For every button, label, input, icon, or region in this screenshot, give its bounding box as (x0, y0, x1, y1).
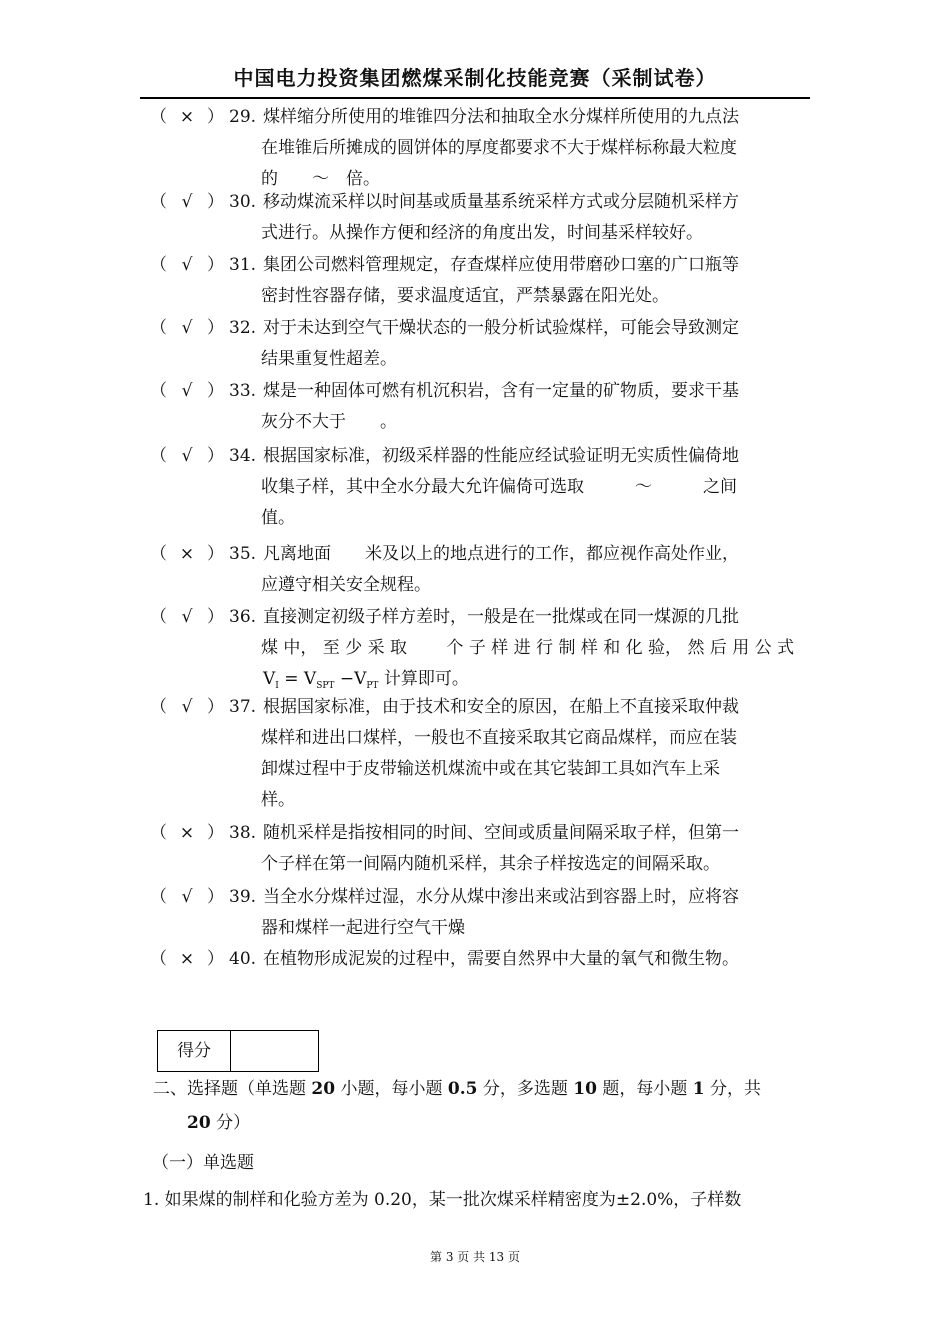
question-text (263, 944, 808, 975)
answer-paren-open: （ (150, 318, 167, 338)
formula-tail: 计算即可。 (383, 669, 469, 689)
answer-mark: × (179, 823, 195, 843)
question-text-line: 移动煤流采样以时间基或质量基系统采样方式或分层随机采样方 (263, 192, 739, 212)
answer-paren-open: （ (150, 697, 167, 717)
question-text (263, 602, 808, 702)
question-number: 33. (229, 381, 257, 401)
choice-question-1: 1. 如果煤的制样和化验方差为 0.20，某一批次煤采样精密度为±2.0%，子样数 (143, 1190, 742, 1210)
tf-question (0, 250, 950, 312)
question-text-line: 凡离地面 米及以上的地点进行的工作，都应视作高处作业， (263, 544, 739, 564)
question-text (263, 313, 808, 375)
formula-equals: = (284, 669, 299, 689)
section-two-title (153, 1072, 813, 1140)
page-header-title: 中国电力投资集团燃煤采制化技能竞赛（采制试卷） (233, 66, 717, 90)
question-number: 36. (229, 607, 257, 627)
answer-mark: √ (181, 887, 193, 907)
question-text-line: 的 ～ 倍。 (261, 169, 380, 189)
question-text-line: 收集子样，其中全水分最大允许偏倚可选取 ～ 之间 (261, 477, 737, 497)
question-text-line: 煤样和进出口煤样，一般也不直接采取其它商品煤样，而应在装 (261, 728, 737, 748)
answer-mark: √ (181, 607, 193, 627)
answer-paren-open: （ (150, 255, 167, 275)
answer-paren-close: ） (207, 107, 224, 127)
question-text-line: 值。 (261, 508, 295, 528)
formula-sub-spt: SPT (316, 681, 335, 691)
question-number: 38. (229, 823, 257, 843)
question-text-line: 卸煤过程中于皮带输送机煤流中或在其它装卸工具如汽车上采 (261, 759, 720, 779)
header-rule (140, 97, 810, 99)
question-text-line: 煤样缩分所使用的堆锥四分法和抽取全水分煤样所使用的九点法 (263, 107, 739, 127)
answer-paren-close: ） (207, 192, 224, 212)
question-text (263, 441, 808, 534)
tf-question (0, 944, 950, 975)
question-text (263, 376, 808, 438)
single-choice-subtitle: （一）单选题 (152, 1153, 254, 1173)
question-text-line: 在植物形成泥炭的过程中，需要自然界中大量的氧气和微生物。 (263, 949, 739, 969)
question-text-line: 在堆锥后所摊成的圆饼体的厚度都要求不大于煤样标称最大粒度 (261, 138, 737, 158)
question-text-line: 当全水分煤样过湿，水分从煤中渗出来或沾到容器上时，应将容 (263, 887, 739, 907)
answer-paren-close: ） (207, 887, 224, 907)
answer-paren-open: （ (150, 192, 167, 212)
answer-mark: √ (181, 192, 193, 212)
section-two-num-1: 20 (311, 1079, 336, 1099)
question-text (263, 692, 808, 816)
tf-question (0, 102, 950, 195)
answer-mark: √ (181, 446, 193, 466)
tf-question (0, 882, 950, 944)
answer-mark: √ (181, 318, 193, 338)
answer-paren-open: （ (150, 381, 167, 401)
question-number: 34. (229, 446, 257, 466)
answer-paren-close: ） (207, 823, 224, 843)
tf-question (0, 441, 950, 534)
tf-question (0, 376, 950, 438)
question-number: 39. (229, 887, 257, 907)
question-text-line: 结果重复性超差。 (261, 349, 397, 369)
answer-paren-close: ） (207, 544, 224, 564)
answer-mark: × (179, 544, 195, 564)
tf-question (0, 187, 950, 249)
answer-paren-open: （ (150, 887, 167, 907)
question-text-line: 随机采样是指按相同的时间、空间或质量间隔采取子样，但第一 (263, 823, 739, 843)
question-number: 40. (229, 949, 257, 969)
question-text (263, 250, 808, 312)
question-text-line: 个子样在第一间隔内随机采样，其余子样按选定的间隔采取。 (261, 854, 720, 874)
section-two-num-4: 1 (692, 1079, 705, 1099)
score-box (157, 1030, 319, 1072)
answer-mark: √ (181, 697, 193, 717)
answer-paren-close: ） (207, 949, 224, 969)
answer-paren-open: （ (150, 107, 167, 127)
question-text-line: 煤是一种固体可燃有机沉积岩，含有一定量的矿物质，要求干基 (263, 381, 739, 401)
section-two-num-3: 10 (573, 1079, 597, 1099)
section-two-num-5: 20 (187, 1113, 211, 1133)
question-text-line: 式进行。从操作方便和经济的角度出发，时间基采样较好。 (261, 223, 703, 243)
answer-paren-open: （ (150, 446, 167, 466)
question-text (263, 882, 808, 944)
question-number: 32. (229, 318, 257, 338)
question-text-line: 根据国家标准，由于技术和安全的原因，在船上不直接采取仲裁 (263, 697, 739, 717)
question-number: 31. (229, 255, 257, 275)
question-text (263, 187, 808, 249)
tf-question (0, 692, 950, 816)
score-value-cell (231, 1031, 318, 1071)
section-two-text-3: 分，多选题 (477, 1079, 574, 1099)
question-text-line: 样。 (261, 790, 295, 810)
answer-mark: √ (181, 381, 193, 401)
answer-paren-open: （ (150, 607, 167, 627)
question-text (263, 818, 808, 880)
section-two-num-2: 0.5 (447, 1079, 478, 1099)
formula-minus: − (339, 669, 355, 689)
answer-paren-close: ） (207, 446, 224, 466)
question-text (263, 539, 808, 601)
section-two-text-5: 分，共 (704, 1079, 762, 1099)
section-two-text-1: 二、选择题（单选题 (153, 1079, 312, 1099)
answer-mark: √ (181, 255, 193, 275)
formula-sub-i: I (275, 681, 279, 691)
tf-question (0, 602, 950, 702)
page-footer: 第 3 页 共 13 页 (430, 1250, 520, 1264)
question-text-line: 集团公司燃料管理规定，存查煤样应使用带磨砂口塞的广口瓶等 (263, 255, 739, 275)
question-number: 29. (229, 107, 257, 127)
section-two-text-6: 分） (210, 1113, 251, 1133)
answer-mark: × (179, 107, 195, 127)
answer-paren-close: ） (207, 607, 224, 627)
formula-v-1: V (263, 669, 276, 689)
question-number: 37. (229, 697, 257, 717)
score-label: 得分 (158, 1031, 231, 1071)
question-number: 35. (229, 544, 257, 564)
question-number: 30. (229, 192, 257, 212)
answer-paren-open: （ (150, 823, 167, 843)
answer-paren-close: ） (207, 318, 224, 338)
answer-paren-close: ） (207, 255, 224, 275)
question-text-line: 根据国家标准，初级采样器的性能应经试验证明无实质性偏倚地 (263, 446, 739, 466)
question-text-line: 灰分不大于 。 (261, 412, 397, 432)
question-text-line: 器和煤样一起进行空气干燥 (261, 918, 465, 938)
question-text (263, 102, 808, 195)
question-text-line: 应遵守相关安全规程。 (261, 575, 431, 595)
formula-sub-pt: PT (366, 681, 379, 691)
answer-paren-open: （ (150, 544, 167, 564)
answer-mark: × (179, 949, 195, 969)
answer-paren-close: ） (207, 381, 224, 401)
section-two-text-2: 小题，每小题 (335, 1079, 448, 1099)
question-text-line: 对于未达到空气干燥状态的一般分析试验煤样，可能会导致测定 (263, 318, 739, 338)
formula-v-2: V (303, 669, 317, 689)
question-text-line: 煤 中， 至 少 采 取 个 子 样 进 行 制 样 和 化 验， 然 后 用 公 式 (261, 638, 795, 658)
tf-question (0, 818, 950, 880)
answer-paren-close: ） (207, 697, 224, 717)
tf-question (0, 539, 950, 601)
answer-paren-open: （ (150, 949, 167, 969)
question-text-line: 密封性容器存储，要求温度适宜，严禁暴露在阳光处。 (261, 286, 669, 306)
formula-v-3: V (354, 669, 367, 689)
question-text-line: 直接测定初级子样方差时，一般是在一批煤或在同一煤源的几批 (263, 607, 739, 627)
section-two-text-4: 题，每小题 (596, 1079, 693, 1099)
tf-question (0, 313, 950, 375)
